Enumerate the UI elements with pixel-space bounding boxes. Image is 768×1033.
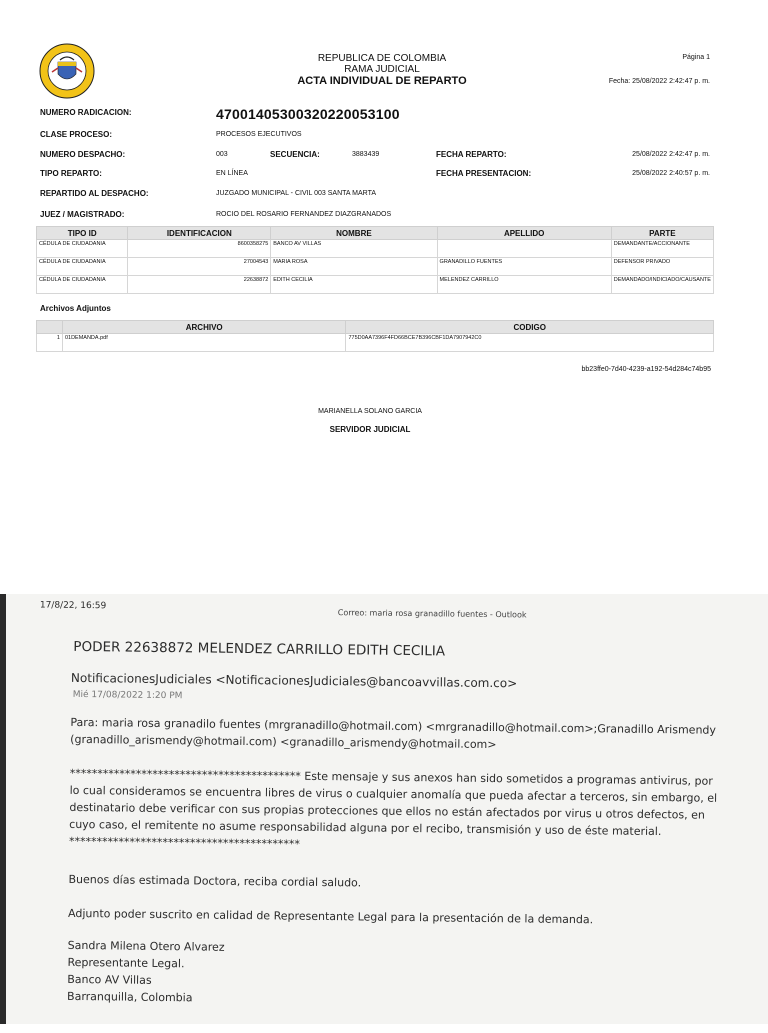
cell-tipo-id: CÉDULA DE CIUDADANIA — [37, 276, 128, 294]
rama-judicial-seal-icon — [38, 42, 96, 100]
col-tipo-id: TIPO ID — [37, 227, 128, 240]
fecha-reparto-label: FECHA REPARTO: — [436, 150, 507, 159]
clase-value: PROCESOS EJECUTIVOS — [216, 131, 302, 138]
col-apellido: APELLIDO — [437, 227, 611, 240]
header-branch: RAMA JUDICIAL — [344, 64, 420, 75]
cell-archivo[interactable]: 01DEMANDA.pdf — [62, 334, 346, 352]
parties-header-row — [37, 227, 714, 240]
email-greeting: Buenos días estimada Doctora, reciba cordial saludo. — [68, 872, 362, 890]
signer-name: MARIANELLA SOLANO GARCIA — [318, 408, 422, 415]
cell-nombre: MARIA ROSA — [271, 258, 437, 276]
document-date: Fecha: 25/08/2022 2:42:47 p. m. — [608, 78, 710, 85]
document-hash: bb23ffe0-7d40-4239-a192-54d284c74b95 — [581, 366, 711, 373]
parties-table — [36, 226, 714, 294]
email-scan — [0, 594, 768, 1024]
cell-codigo: 775D0AA7396F4FD66BCE7B396CBF1DA7907942C0 — [346, 334, 714, 352]
signature-line: Banco AV Villas — [67, 972, 152, 987]
cell-parte: DEMANDADO/INDICIADO/CAUSANTE — [611, 276, 713, 294]
table-row — [37, 240, 714, 258]
email-content — [0, 594, 768, 1033]
juez-value: ROCIO DEL ROSARIO FERNANDEZ DIAZGRANADOS — [216, 211, 392, 218]
cell-nombre: EDITH CECILIA — [271, 276, 437, 294]
email-signature — [67, 937, 718, 1013]
print-date: 17/8/22, 16:59 — [39, 600, 107, 612]
signature-line: Barranquilla, Colombia — [67, 989, 193, 1005]
radicacion-number: 47001405300320220053100 — [216, 106, 400, 122]
cell-parte: DEFENSOR PRIVADO — [611, 258, 713, 276]
fecha-reparto-value: 25/08/2022 2:42:47 p. m. — [632, 151, 710, 158]
col-parte: PARTE — [611, 227, 713, 240]
secuencia-value: 3883439 — [352, 151, 380, 158]
col-identificacion: IDENTIFICACION — [128, 227, 271, 240]
cell-identificacion: 27004543 — [128, 258, 271, 276]
header-country: REPUBLICA DE COLOMBIA — [317, 53, 447, 64]
cell-parte: DEMANDANTE/ACCIONANTE — [611, 240, 713, 258]
email-disclaimer: ****************************************** Este mensaje y sus anexos han sido sometidos a programas antivirus, por lo cual consideramos se encuentra libres de virus o cualquier anomalía que pueda afectar a terceros, sin embargo, el destinatario debe verificar con sus propias protecciones que ellos no están afectados por virus u otros defectos, en cuyo caso, el remitente no asume responsabilidad alguna por el recibo, transmisión y uso de éste material. ****************************************** — [68, 766, 718, 851]
col-nombre: NOMBRE — [271, 227, 437, 240]
cell-apellido: GRANADILLO FUENTES — [437, 258, 611, 276]
table-row — [37, 276, 714, 294]
email-subject: PODER 22638872 MELENDEZ CARRILLO EDITH CECILIA — [73, 638, 446, 660]
page-number: Página 1 — [682, 54, 710, 61]
email-recipients: Para: maria rosa granadilo fuentes (mrgranadillo@hotmail.com) <mrgranadillo@hotmail.com>;Granadillo Arismendy (granadillo_arismendy@hotmail.com) <granadillo_arismendy@hotmail.com> — [70, 715, 717, 752]
attachments-title: Archivos Adjuntos — [40, 304, 111, 313]
mail-window-title: Correo: maria rosa granadillo fuentes - Outlook — [337, 608, 527, 620]
col-index — [37, 321, 63, 334]
cell-identificacion: 22638872 — [128, 276, 271, 294]
signature-line: Sandra Milena Otero Alvarez — [67, 938, 225, 954]
despacho-label: NUMERO DESPACHO: — [40, 150, 126, 159]
signature-line: Representante Legal. — [67, 955, 185, 971]
cell-index: 1 — [37, 334, 63, 352]
table-row — [37, 334, 714, 352]
email-body: Adjunto poder suscrito en calidad de Representante Legal para la presentación de la demanda. — [68, 906, 594, 927]
repartido-value: JUZGADO MUNICIPAL - CIVIL 003 SANTA MARTA — [216, 190, 376, 197]
cell-apellido — [437, 240, 611, 258]
email-sender: NotificacionesJudiciales <NotificacionesJudiciales@bancoavvillas.com.co> — [70, 670, 518, 691]
tipo-reparto-label: TIPO REPARTO: — [40, 169, 102, 178]
secuencia-label: SECUENCIA: — [270, 150, 320, 159]
tipo-reparto-value: EN LÍNEA — [216, 170, 248, 177]
cell-apellido: MELENDEZ CARRILLO — [437, 276, 611, 294]
table-row — [37, 258, 714, 276]
cell-tipo-id: CÉDULA DE CIUDADANIA — [37, 240, 128, 258]
radicacion-label: NUMERO RADICACION: — [40, 108, 132, 117]
col-codigo: CODIGO — [346, 321, 714, 334]
email-date: Mié 17/08/2022 1:20 PM — [72, 689, 183, 702]
document-title: ACTA INDIVIDUAL DE REPARTO — [297, 75, 467, 87]
fecha-presentacion-label: FECHA PRESENTACION: — [436, 169, 532, 178]
cell-nombre: BANCO AV VILLAS — [271, 240, 437, 258]
signer-role: SERVIDOR JUDICIAL — [329, 425, 411, 434]
attachments-header-row — [37, 321, 714, 334]
juez-label: JUEZ / MAGISTRADO: — [40, 210, 125, 219]
clase-label: CLASE PROCESO: — [40, 130, 113, 139]
document-header — [232, 53, 532, 88]
col-archivo: ARCHIVO — [62, 321, 346, 334]
cell-tipo-id: CÉDULA DE CIUDADANIA — [37, 258, 128, 276]
despacho-value: 003 — [216, 151, 228, 158]
attachments-table — [36, 320, 714, 352]
fecha-presentacion-value: 25/08/2022 2:40:57 p. m. — [632, 170, 710, 177]
cell-identificacion: 8600358275 — [128, 240, 271, 258]
repartido-label: REPARTIDO AL DESPACHO: — [40, 189, 149, 198]
